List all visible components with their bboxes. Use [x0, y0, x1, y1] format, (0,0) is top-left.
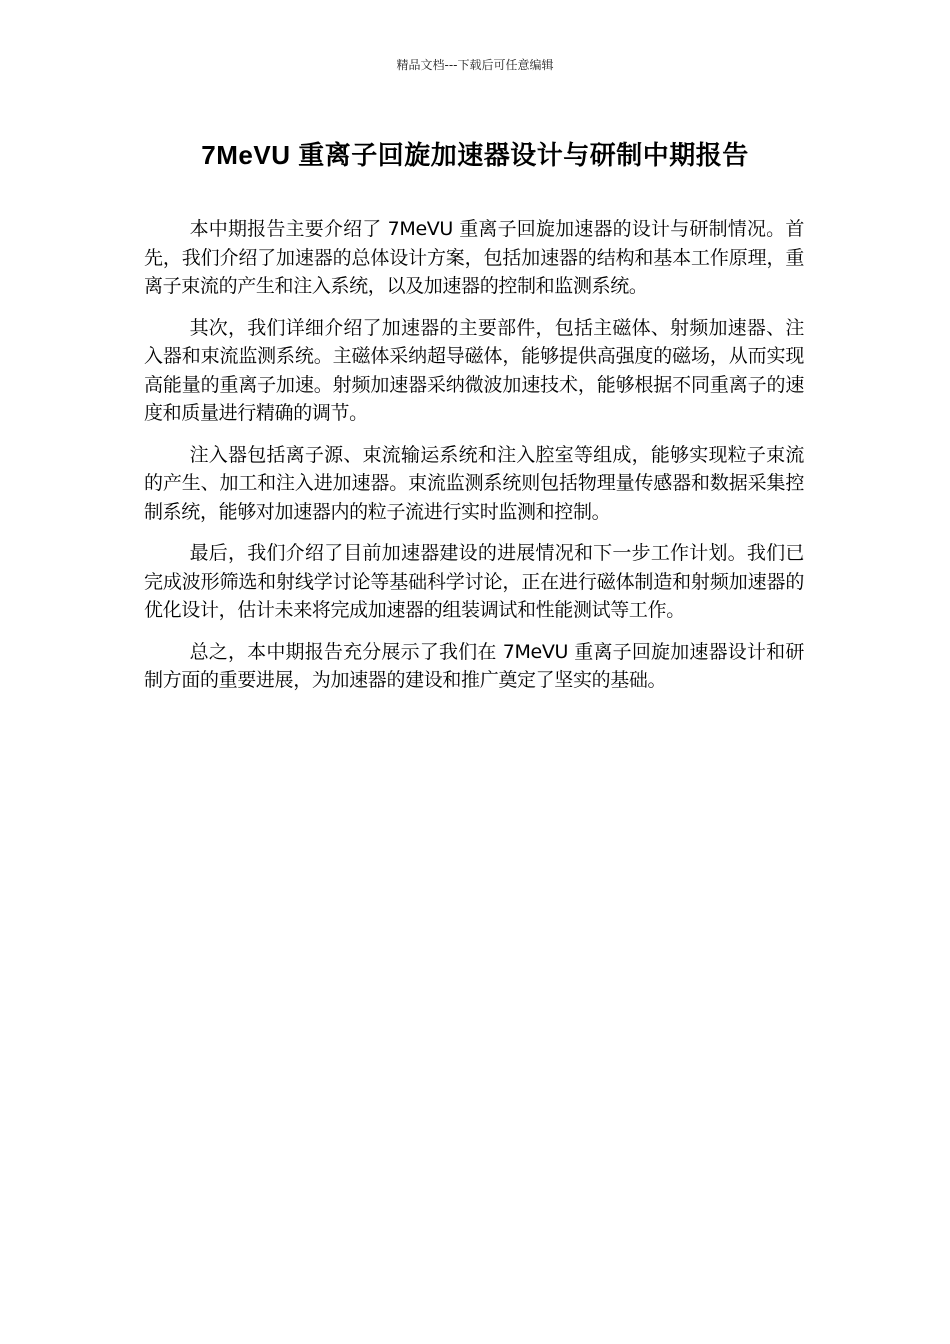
- paragraph-injector: 注入器包括离子源、束流输运系统和注入腔室等组成，能够实现粒子束流的产生、加工和注入进加速器。束流监测系统则包括物理量传感器和数据采集控制系统，能够对加速器内的粒子流进行实时监测和控制。: [144, 443, 804, 523]
- page-header: 精品文档---下载后可任意编辑: [396, 58, 554, 72]
- paragraph-progress: 最后，我们介绍了目前加速器建设的进展情况和下一步工作计划。我们已完成波形筛选和射线学讨论等基础科学讨论，正在进行磁体制造和射频加速器的优化设计，估计未来将完成加速器的组装调试和性能测试等工作。: [144, 542, 804, 621]
- document-title: 7MeVU 重离子回旋加速器设计与研制中期报告: [201, 140, 749, 170]
- document-body: [144, 215, 804, 708]
- paragraph-components: 其次，我们详细介绍了加速器的主要部件，包括主磁体、射频加速器、注入器和束流监测系统。主磁体采纳超导磁体，能够提供高强度的磁场，从而实现高能量的重离子加速。射频加速器采纳微波加速技术，能够根据不同重离子的速度和质量进行精确的调节。: [144, 316, 804, 424]
- paragraph-intro: 本中期报告主要介绍了 7MeVU 重离子回旋加速器的设计与研制情况。首先，我们介绍了加速器的总体设计方案，包括加速器的结构和基本工作原理，重离子束流的产生和注入系统，以及加速器的控制和监测系统。: [144, 218, 804, 297]
- paragraph-conclusion: 总之，本中期报告充分展示了我们在 7MeVU 重离子回旋加速器设计和研制方面的重要进展，为加速器的建设和推广奠定了坚实的基础。: [144, 640, 804, 691]
